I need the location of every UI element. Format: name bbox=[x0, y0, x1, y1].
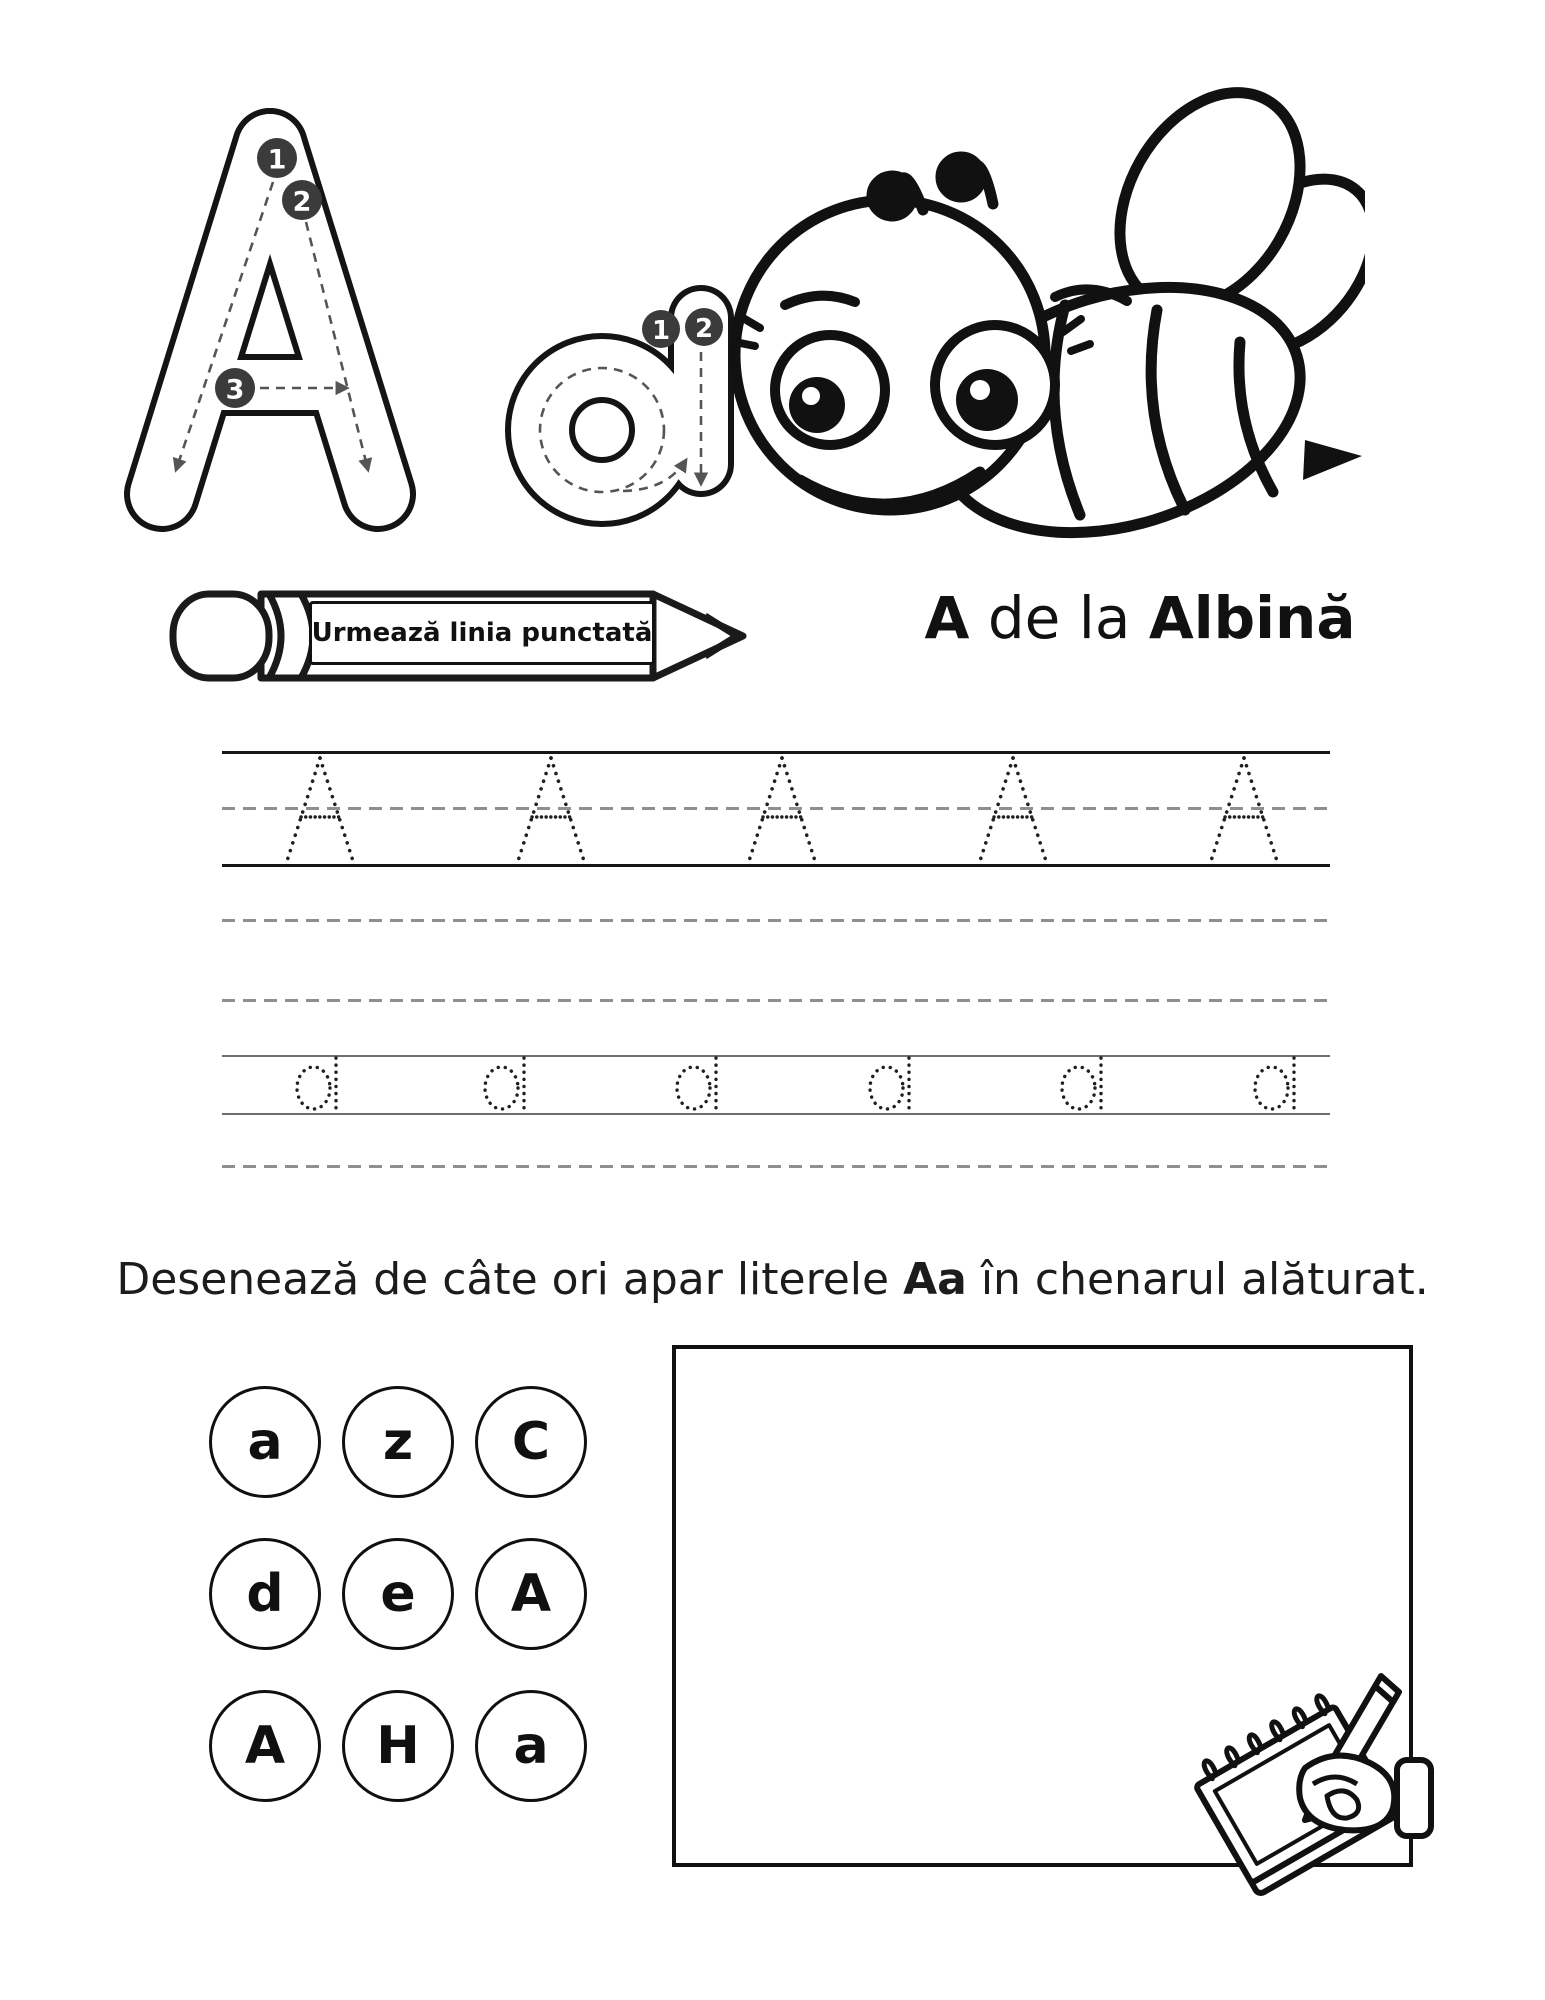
step-badge-2 bbox=[282, 180, 322, 220]
dotted-letter-a bbox=[863, 1054, 917, 1114]
dotted-letter-A bbox=[505, 753, 597, 865]
instruction-part1: Desenează de câte ori apar literele bbox=[116, 1254, 904, 1305]
practice-line-dashed-1 bbox=[222, 919, 1330, 922]
guide-line-x-base bbox=[222, 1113, 1330, 1115]
letter-circle-e: e bbox=[342, 1538, 454, 1650]
instruction-part2: în chenarul alăturat. bbox=[966, 1254, 1429, 1305]
svg-text:3: 3 bbox=[225, 374, 245, 406]
practice-line-dashed-3 bbox=[222, 1165, 1330, 1168]
dotted-letter-a bbox=[1055, 1054, 1109, 1114]
letter-circle-C: C bbox=[475, 1386, 587, 1498]
dotted-letter-A bbox=[736, 753, 828, 865]
letter-circle-a: a bbox=[475, 1690, 587, 1802]
svg-text:2: 2 bbox=[292, 186, 312, 218]
caption-letter: A bbox=[924, 584, 970, 652]
pencil-banner-text: Urmează linia punctată bbox=[311, 618, 653, 648]
letter-circle-A: A bbox=[209, 1690, 321, 1802]
letter-circle-d: d bbox=[209, 1538, 321, 1650]
svg-text:2: 2 bbox=[694, 314, 714, 344]
letter-circle-H: H bbox=[342, 1690, 454, 1802]
dotted-letter-A bbox=[274, 753, 366, 865]
pencil-banner-label bbox=[309, 601, 655, 665]
dotted-letter-a bbox=[478, 1054, 532, 1114]
svg-text:1: 1 bbox=[651, 316, 671, 346]
guide-line-x-top bbox=[222, 1055, 1330, 1057]
dotted-letter-A bbox=[1198, 753, 1290, 865]
letter-circle-z: z bbox=[342, 1386, 454, 1498]
bubble-letter-A bbox=[110, 98, 440, 543]
practice-line-dashed-2 bbox=[222, 999, 1330, 1002]
instruction-text bbox=[0, 1254, 1545, 1305]
notebook-hand-icon bbox=[1185, 1668, 1440, 1898]
dotted-letter-a bbox=[290, 1054, 344, 1114]
dotted-letter-A bbox=[967, 753, 1059, 865]
caption bbox=[880, 584, 1400, 652]
step-badge-3 bbox=[215, 368, 255, 408]
letter-circle-A: A bbox=[475, 1538, 587, 1650]
instruction-letters: Aa bbox=[903, 1254, 967, 1305]
dotted-letter-a bbox=[1248, 1054, 1302, 1114]
step-badge-1 bbox=[257, 138, 297, 178]
caption-mid: de la bbox=[969, 584, 1149, 652]
caption-word: Albină bbox=[1148, 584, 1356, 652]
dotted-letter-a bbox=[670, 1054, 724, 1114]
svg-text:1: 1 bbox=[267, 144, 287, 176]
bee-icon bbox=[665, 60, 1365, 575]
letter-circle-a: a bbox=[209, 1386, 321, 1498]
